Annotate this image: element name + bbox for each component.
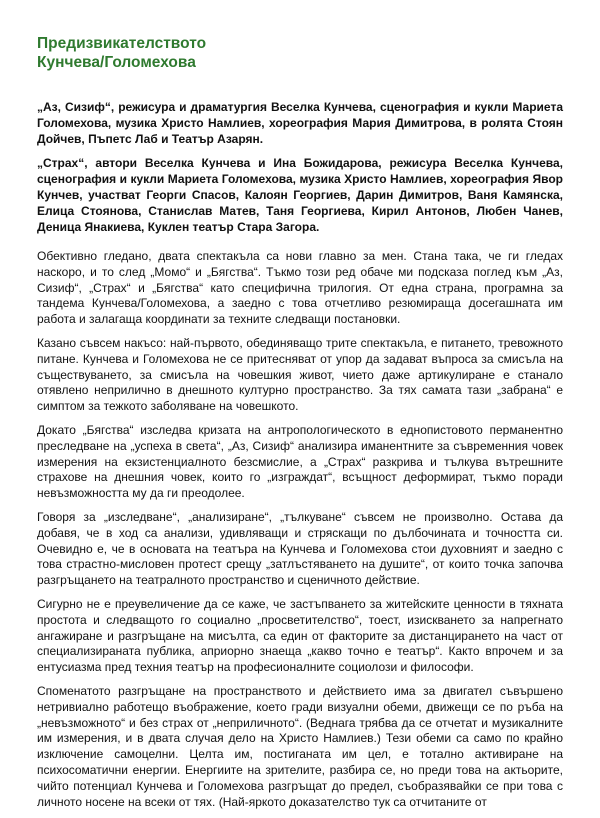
production-credits [37,99,563,243]
body-paragraph: Говоря за „изследване“, „анализиране“, „тълкуване“ съвсем не произволно. Остава да добавя, че в ход са анализи, удивляващи и стряскащи по дълбочината и точността си. Очевидно е, че в основата на театъра на Кунчева и Голомехова стои духовният и заедно с това страстно-мисловен протест срещу „затлъстяването на душите“, от които точка започва разгръщането на театралното пространство и сценичното действие. [37,509,563,588]
article-title-line-1: Предизвикателството [37,35,207,52]
credits-az-sizif: „Аз, Сизиф“, режисура и драматургия Веселка Кунчева, сценография и кукли Мариета Голомехова, музика Христо Намлиев, хореография Мария Димитрова, в ролята Стоян Дойчев, Пъпетс Лаб и Театър Азарян. [37,100,563,147]
body-paragraph: Обективно гледано, двата спектакъла са нови главно за мен. Стана така, че ги гледах наскоро, и то след „Момо“ и „Бягства“. Тъкмо този ред обаче ми подсказа поглед към „Аз, Сизиф“, „Страх“ и „Бягства“ като специфична трилогия. От една страна, програмна за тандема Кунчева/Голомехова, а заедно с това отчетливо резюмираща досегашната им работа и залагаща координати за техните следващи постановки. [37,249,563,327]
body-paragraph: Докато „Бягства“ изследва кризата на антропологическото в еднопистовото перманентно преследване на „успеха в света“, „Аз, Сизиф“ анализира иманентните за съвременния човек измерения на екзистенциалното безсмислие, а „Страх“ разкрива и тълкува вътрешните страхове на днешния човек, които го „изграждат“, всъщност деформират, тъкмо поради невъзможността му да ги преодолее. [37,422,563,501]
body-paragraph: Споменатото разгръщане на пространството и действието има за двигател съвършено нетривиално работещо въображение, което гради визуални обеми, движещи се по ръба на „невъзможното“ и без страх от „неприличното“. (Веднага трябва да се отчетат и музикалните им измерения, и в двата случая дело на Христо Намлиев.) Тези обеми са само по крайно изключение самоцелни. Целта им, постиганата им цел, е тотално активиране на психосоматични енергии. Енергиите на зрителите, разбира се, но преди това на актьорите, чийто потенциал Кунчева и Голомехова разгръщат до предел, съобразявайки се при това с личното носене на всеки от тях. (Най-яркото доказателство тук са отчитаните от [37,683,563,809]
body-paragraph: Казано съвсем накъсо: най-първото, обединяващо трите спектакъла, е питането, тревожното питане. Кунчева и Голомехова не се притесняват от упор да задават въпроса за смисъла на съществуването, за смисъла на човешкия живот, чието даже артикулиране е станало отявлено неприлично в днешното културно пространство. За тях самата тази „забрана“ е симптом за тежкото заболяване на човешкото. [37,335,563,414]
body-paragraph: Сигурно не е преувеличение да се каже, че застъпването за житейските ценности в тяхната простота и следващото го социално „просветителство“, тоест, изискването за напрегнато ангажиране и разгръщане на мисълта, са един от факторите за дистанцирането на част от специализираната публика, априорно знаеща „какво точно е театър“. Както впрочем и за ентусиазма пред техния театър на професионалните социолози и философи. [37,596,563,675]
article-body [37,249,563,818]
article-title [37,34,557,72]
article-title-line-2: Кунчева/Голомехова [37,54,196,71]
credits-strah: „Страх“, автори Веселка Кунчева и Ина Божидарова, режисура Веселка Кунчева, сценография и кукли Мариета Голомехова, музика Христо Намлиев, хореография Явор Кунчев, участват Георги Спасов, Калоян Георгиев, Дарин Димитров, Ваня Камянска, Елица Стоянова, Станислав Матев, Таня Георгиева, Кирил Антонов, Любен Чанев, Деница Янакиева, Куклен театър Стара Загора. [37,155,563,235]
